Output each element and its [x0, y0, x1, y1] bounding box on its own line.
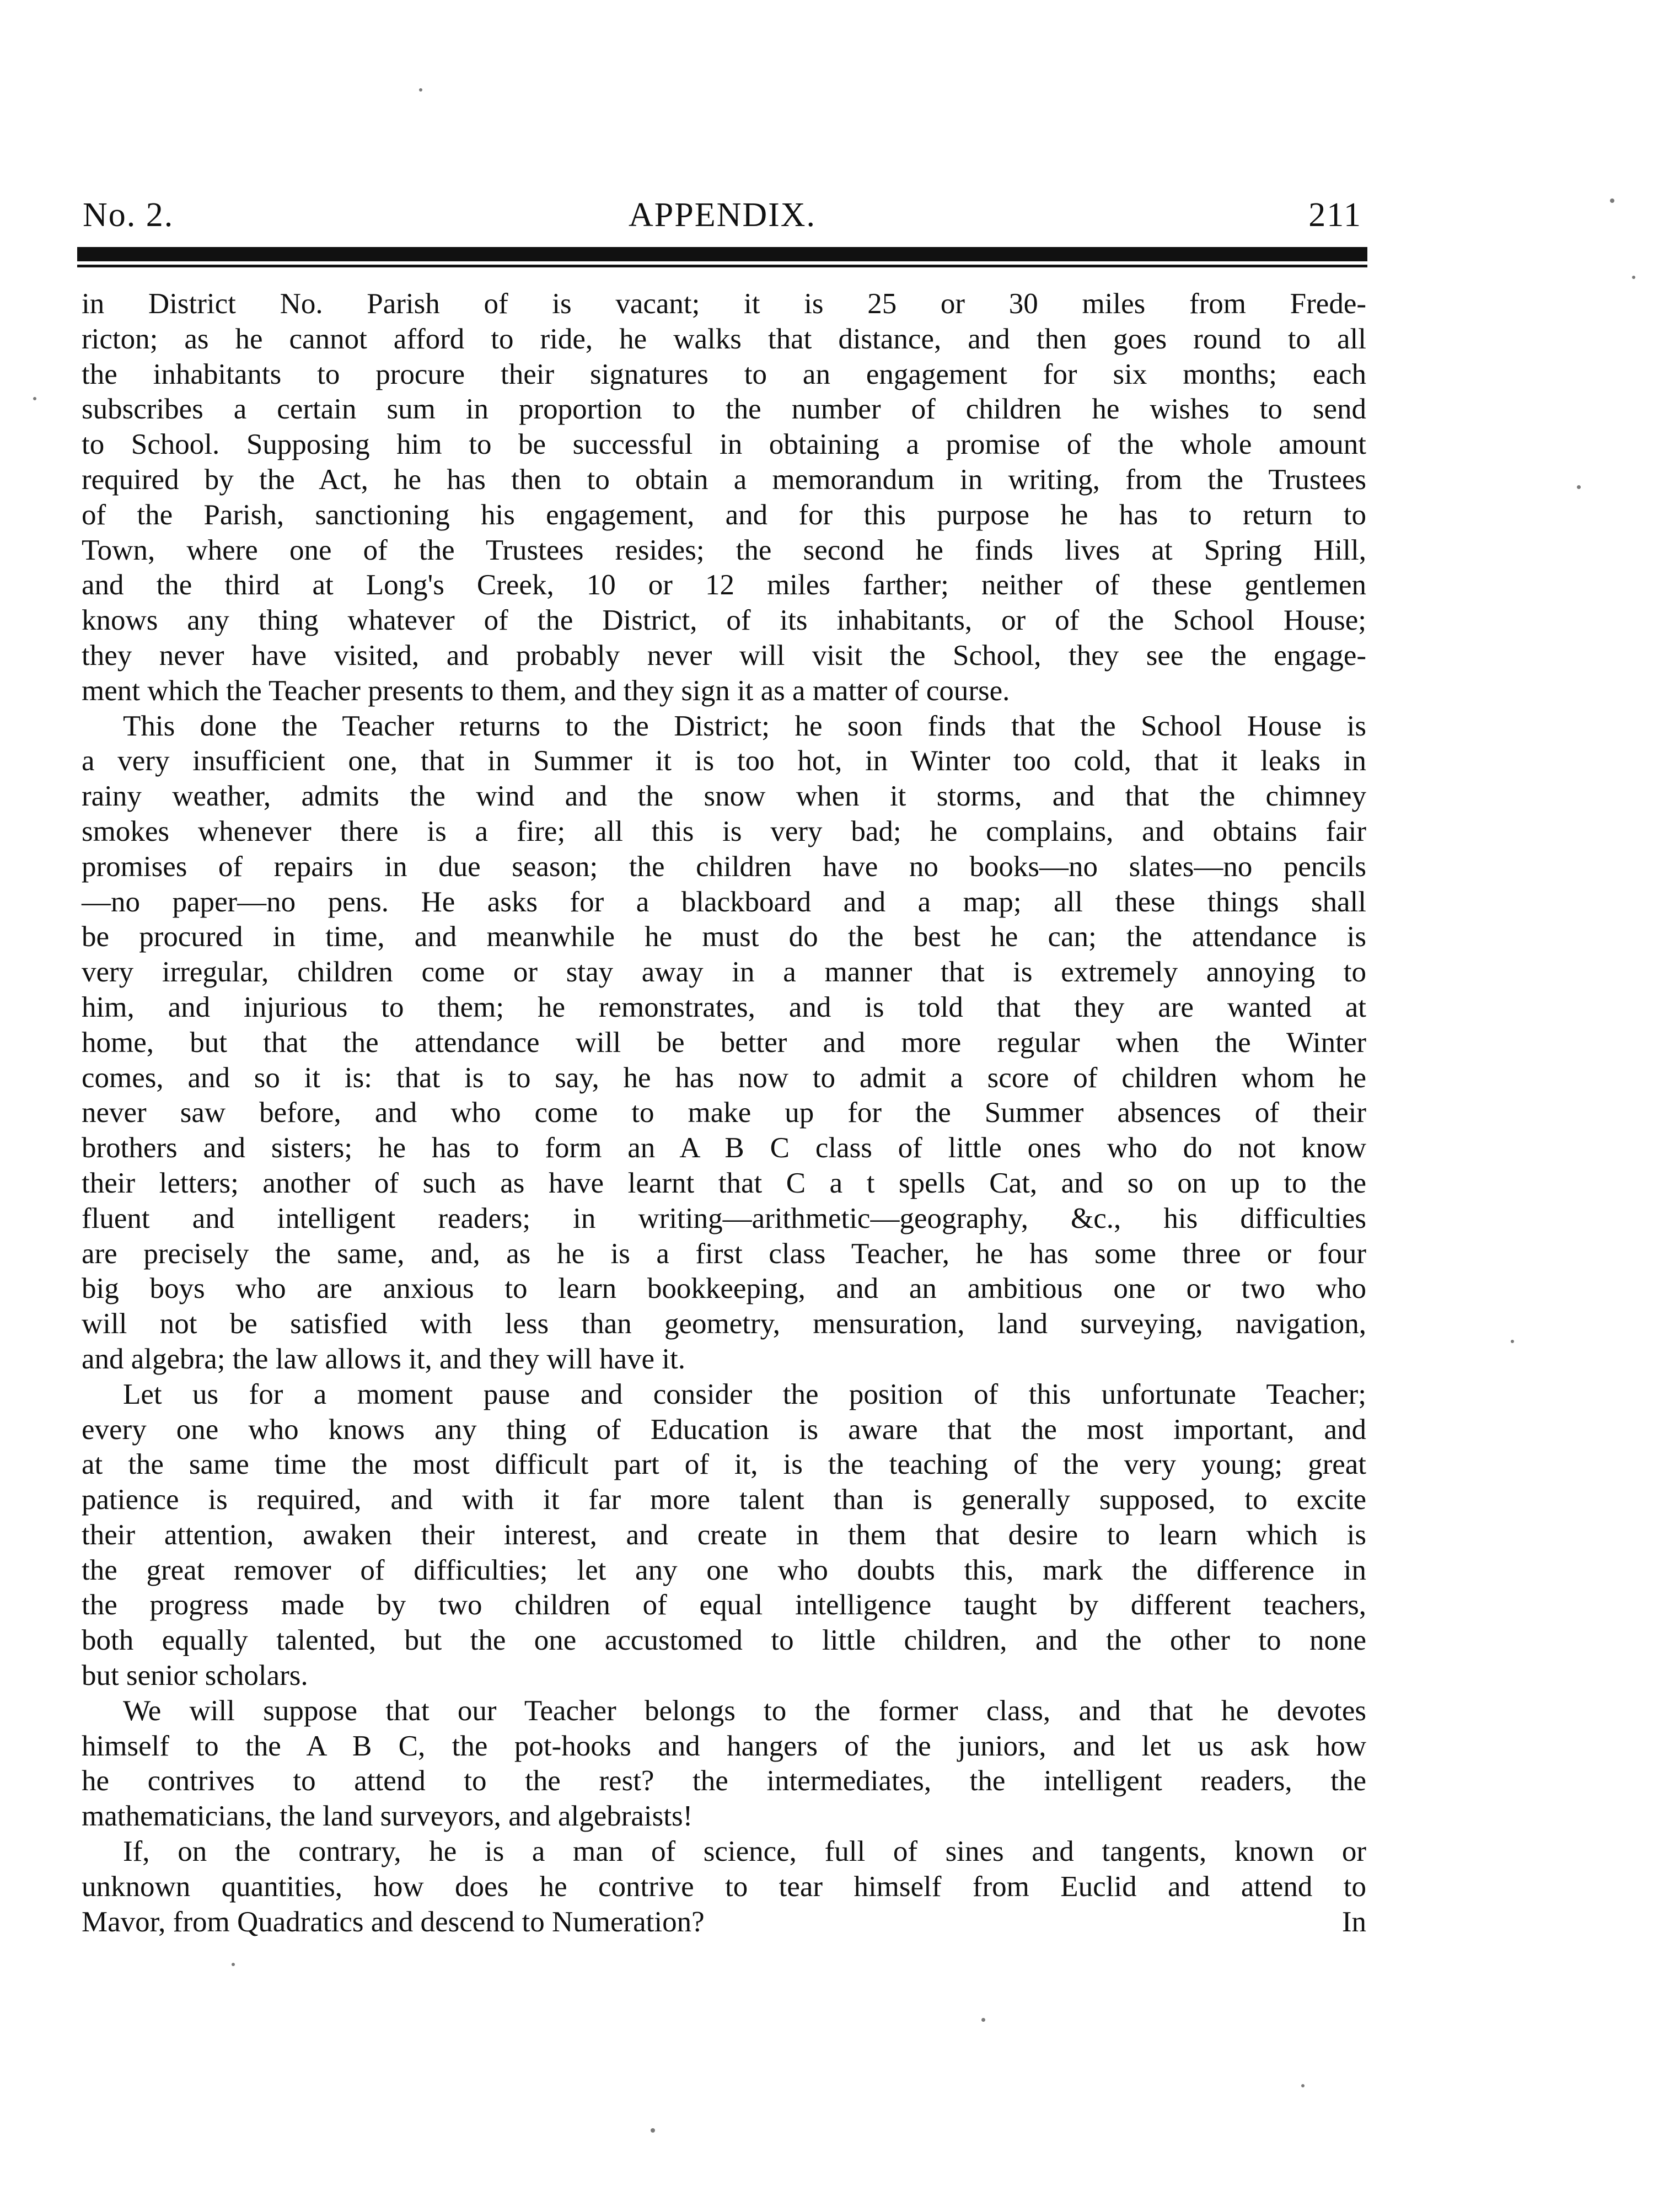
text-line: subscribes a certain sum in proportion to the number of children he wishes to send [82, 393, 1366, 426]
text-line: will not be satisfied with less than geometry, mensuration, land surveying, navigation, [82, 1308, 1366, 1340]
text-line: their letters; another of such as have learnt that C a t spells Cat, and so on up to the [82, 1167, 1366, 1199]
body-text [82, 287, 1366, 1940]
text-line: be procured in time, and meanwhile he must do the best he can; the attendance is [82, 921, 1366, 953]
text-line: required by the Act, he has then to obtain a memorandum in writing, from the Trustees [82, 463, 1366, 496]
print-speck [419, 88, 422, 92]
running-header [77, 196, 1367, 245]
print-speck [1577, 485, 1581, 489]
text-line: the inhabitants to procure their signatures to an engagement for six months; each [82, 358, 1366, 390]
text-line: at the same time the most difficult part of it, is the teaching of the very young; great [82, 1448, 1366, 1481]
print-speck [981, 2018, 985, 2022]
text-line: never saw before, and who come to make up for the Summer absences of their [82, 1097, 1366, 1129]
text-line: brothers and sisters; he has to form an A B C class of little ones who do not know [82, 1132, 1366, 1164]
header-rule-thin [77, 265, 1367, 267]
text-line: and the third at Long's Creek, 10 or 12 miles farther; neither of these gentlemen [82, 569, 1366, 602]
text-line: of the Parish, sanctioning his engagement, and for this purpose he has to return to [82, 498, 1366, 531]
print-speck [651, 2128, 655, 2133]
text-line: smokes whenever there is a fire; all this is very bad; he complains, and obtains fair [82, 815, 1366, 847]
text-line: big boys who are anxious to learn bookkeeping, and an ambitious one or two who [82, 1273, 1366, 1305]
text-line: ment which the Teacher presents to them, and they sign it as a matter of course. [82, 674, 1010, 707]
text-line: the great remover of difficulties; let any one who doubts this, mark the difference in [82, 1554, 1366, 1586]
catchword: In [1341, 1905, 1366, 1938]
print-speck [1632, 276, 1635, 279]
print-speck [1301, 2084, 1305, 2087]
text-line: but senior scholars. [82, 1660, 308, 1692]
text-line: and algebra; the law allows it, and they will have it. [82, 1343, 686, 1375]
text-line: him, and injurious to them; he remonstrates, and is told that they are wanted at [82, 991, 1366, 1023]
header-rule-thick [77, 247, 1367, 261]
text-line: comes, and so it is: that is to say, he has now to admit a score of children whom he [82, 1061, 1366, 1094]
final-line-text: Mavor, from Quadratics and descend to Numeration? [82, 1905, 705, 1938]
print-speck [1511, 1340, 1514, 1343]
text-line: both equally talented, but the one accustomed to little children, and the other to none [82, 1624, 1366, 1657]
paragraph-start-line: If, on the contrary, he is a man of science, full of sines and tangents, known or [123, 1835, 1366, 1868]
text-line: every one who knows any thing of Education is aware that the most important, and [82, 1413, 1366, 1446]
text-line: rainy weather, admits the wind and the snow when it storms, and that the chimney [82, 780, 1366, 813]
text-line: he contrives to attend to the rest? the intermediates, the intelligent readers, the [82, 1765, 1366, 1797]
text-line: their attention, awaken their interest, and create in them that desire to learn which is [82, 1518, 1366, 1551]
paragraph-start-line: We will suppose that our Teacher belongs to the former class, and that he devotes [123, 1694, 1366, 1727]
page-number: 211 [1308, 196, 1362, 234]
text-line: promises of repairs in due season; the children have no books—no slates—no pencils [82, 850, 1366, 883]
text-line: in District No. Parish of is vacant; it is 25 or 30 miles from Frede- [82, 288, 1366, 320]
text-line: —no paper—no pens. He asks for a blackboard and a map; all these things shall [82, 885, 1366, 918]
text-line: himself to the A B C, the pot-hooks and hangers of the juniors, and let us ask how [82, 1730, 1366, 1762]
text-line: fluent and intelligent readers; in writing—arithmetic—geography, &c., his difficulties [82, 1202, 1366, 1234]
text-line: very irregular, children come or stay away in a manner that is extremely annoying to [82, 956, 1366, 989]
paragraph-start-line: Let us for a moment pause and consider the position of this unfortunate Teacher; [123, 1378, 1366, 1410]
text-line: the progress made by two children of equal intelligence taught by different teachers, [82, 1589, 1366, 1622]
text-line: they never have visited, and probably never will visit the School, they see the engage- [82, 639, 1366, 672]
text-line: unknown quantities, how does he contrive to tear himself from Euclid and attend to [82, 1870, 1366, 1903]
text-line: patience is required, and with it far more talent than is generally supposed, to excite [82, 1484, 1366, 1516]
text-line: home, but that the attendance will be better and more regular when the Winter [82, 1026, 1366, 1059]
text-line: to School. Supposing him to be successful in obtaining a promise of the whole amount [82, 428, 1366, 461]
text-line: ricton; as he cannot afford to ride, he walks that distance, and then goes round to all [82, 323, 1366, 355]
final-line [82, 1905, 1366, 1940]
page-heading: APPENDIX. [628, 196, 817, 234]
print-speck [1610, 198, 1614, 203]
paragraph-start-line: This done the Teacher returns to the District; he soon finds that the School House is [123, 710, 1366, 742]
text-line: knows any thing whatever of the District, of its inhabitants, or of the School House; [82, 604, 1366, 637]
text-line: Town, where one of the Trustees resides; the second he finds lives at Spring Hill, [82, 534, 1366, 566]
text-line: mathematicians, the land surveyors, and algebraists! [82, 1800, 693, 1833]
print-speck [232, 1963, 235, 1966]
print-speck [33, 397, 36, 400]
text-line: a very insufficient one, that in Summer it is too hot, in Winter too cold, that it leaks in [82, 745, 1366, 777]
section-number: No. 2. [83, 196, 174, 234]
text-line: are precisely the same, and, as he is a first class Teacher, he has some three or four [82, 1237, 1366, 1270]
